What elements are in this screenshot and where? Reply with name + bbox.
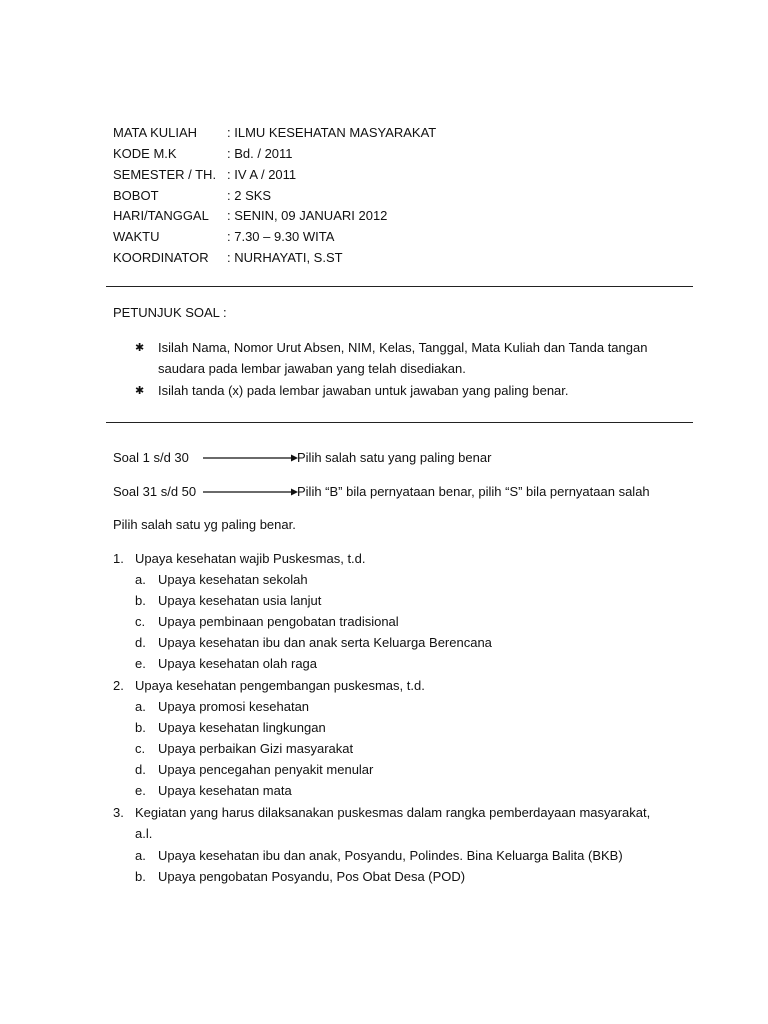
section-rule-2: Pilih “B” bila pernyataan benar, pilih “S” bila pernyataan salah [297,484,650,499]
option-letter: b. [135,593,146,608]
question-text-continued: a.l. [135,826,153,841]
option-text: Upaya kesehatan ibu dan anak, Posyandu, Polindes. Bina Keluarga Balita (BKB) [158,848,623,863]
info-label-kode-mk: KODE M.K [113,146,177,161]
question-text: Upaya kesehatan wajib Puskesmas, t.d. [135,551,366,566]
option-text: Upaya pengobatan Posyandu, Pos Obat Desa (POD) [158,869,466,884]
option-text: Upaya kesehatan lingkungan [158,720,326,735]
asterisk-bullet-icon: ✱ [135,342,145,354]
option-text: Upaya pembinaan pengobatan tradisional [158,614,399,629]
option-text: Upaya kesehatan sekolah [158,572,308,587]
option-text: Upaya kesehatan mata [158,783,292,798]
right-arrow-icon [203,486,299,498]
info-label-bobot: BOBOT [113,188,159,203]
question-text: Kegiatan yang harus dilaksanakan puskesmas dalam rangka pemberdayaan masyarakat, [135,805,651,820]
instruction-2: Isilah tanda (x) pada lembar jawaban untuk jawaban yang paling benar. [158,383,569,398]
instruction-1-line-1: Isilah Nama, Nomor Urut Absen, NIM, Kelas, Tanggal, Mata Kuliah dan Tanda tangan [158,340,648,355]
option-letter: b. [135,869,146,884]
option-text: Upaya kesehatan usia lanjut [158,593,322,608]
instructions-title: PETUNJUK SOAL : [113,305,227,320]
option-letter: c. [135,741,146,756]
section-rule-1: Pilih salah satu yang paling benar [297,450,492,465]
info-value-hari-tanggal: : SENIN, 09 JANUARI 2012 [227,208,388,223]
option-letter: c. [135,614,146,629]
option-text: Upaya perbaikan Gizi masyarakat [158,741,354,756]
section-range-2: Soal 31 s/d 50 [113,484,197,499]
option-letter: d. [135,762,146,777]
asterisk-bullet-icon: ✱ [135,385,145,397]
option-text: Upaya kesehatan ibu dan anak serta Keluarga Berencana [158,635,492,650]
option-text: Upaya promosi kesehatan [158,699,310,714]
info-value-kode-mk: : Bd. / 2011 [227,146,293,161]
info-label-koordinator: KOORDINATOR [113,250,209,265]
question-text: Upaya kesehatan pengembangan puskesmas, t.d. [135,678,425,693]
question-number: 2. [113,678,124,693]
info-value-bobot: : 2 SKS [227,188,272,203]
info-value-semester: : IV A / 2011 [227,167,297,182]
option-letter: a. [135,572,146,587]
option-letter: e. [135,656,146,671]
option-letter: e. [135,783,146,798]
section-range-1: Soal 1 s/d 30 [113,450,189,465]
option-text: Upaya pencegahan penyakit menular [158,762,374,777]
option-letter: d. [135,635,146,650]
option-letter: b. [135,720,146,735]
divider-top [106,286,693,287]
question-number: 3. [113,805,124,820]
question-number: 1. [113,551,124,566]
info-label-hari-tanggal: HARI/TANGGAL [113,208,209,223]
questions-intro: Pilih salah satu yg paling benar. [113,517,296,532]
info-value-koordinator: : NURHAYATI, S.ST [227,250,343,265]
info-value-mata-kuliah: : ILMU KESEHATAN MASYARAKAT [227,125,437,140]
divider-bottom [106,422,693,423]
info-label-waktu: WAKTU [113,229,160,244]
option-text: Upaya kesehatan olah raga [158,656,318,671]
option-letter: a. [135,699,146,714]
info-label-mata-kuliah: MATA KULIAH [113,125,198,140]
info-value-waktu: : 7.30 – 9.30 WITA [227,229,335,244]
option-letter: a. [135,848,146,863]
instruction-1-line-2: saudara pada lembar jawaban yang telah disediakan. [158,361,466,376]
info-label-semester: SEMESTER / TH. [113,167,217,182]
right-arrow-icon [203,452,299,464]
